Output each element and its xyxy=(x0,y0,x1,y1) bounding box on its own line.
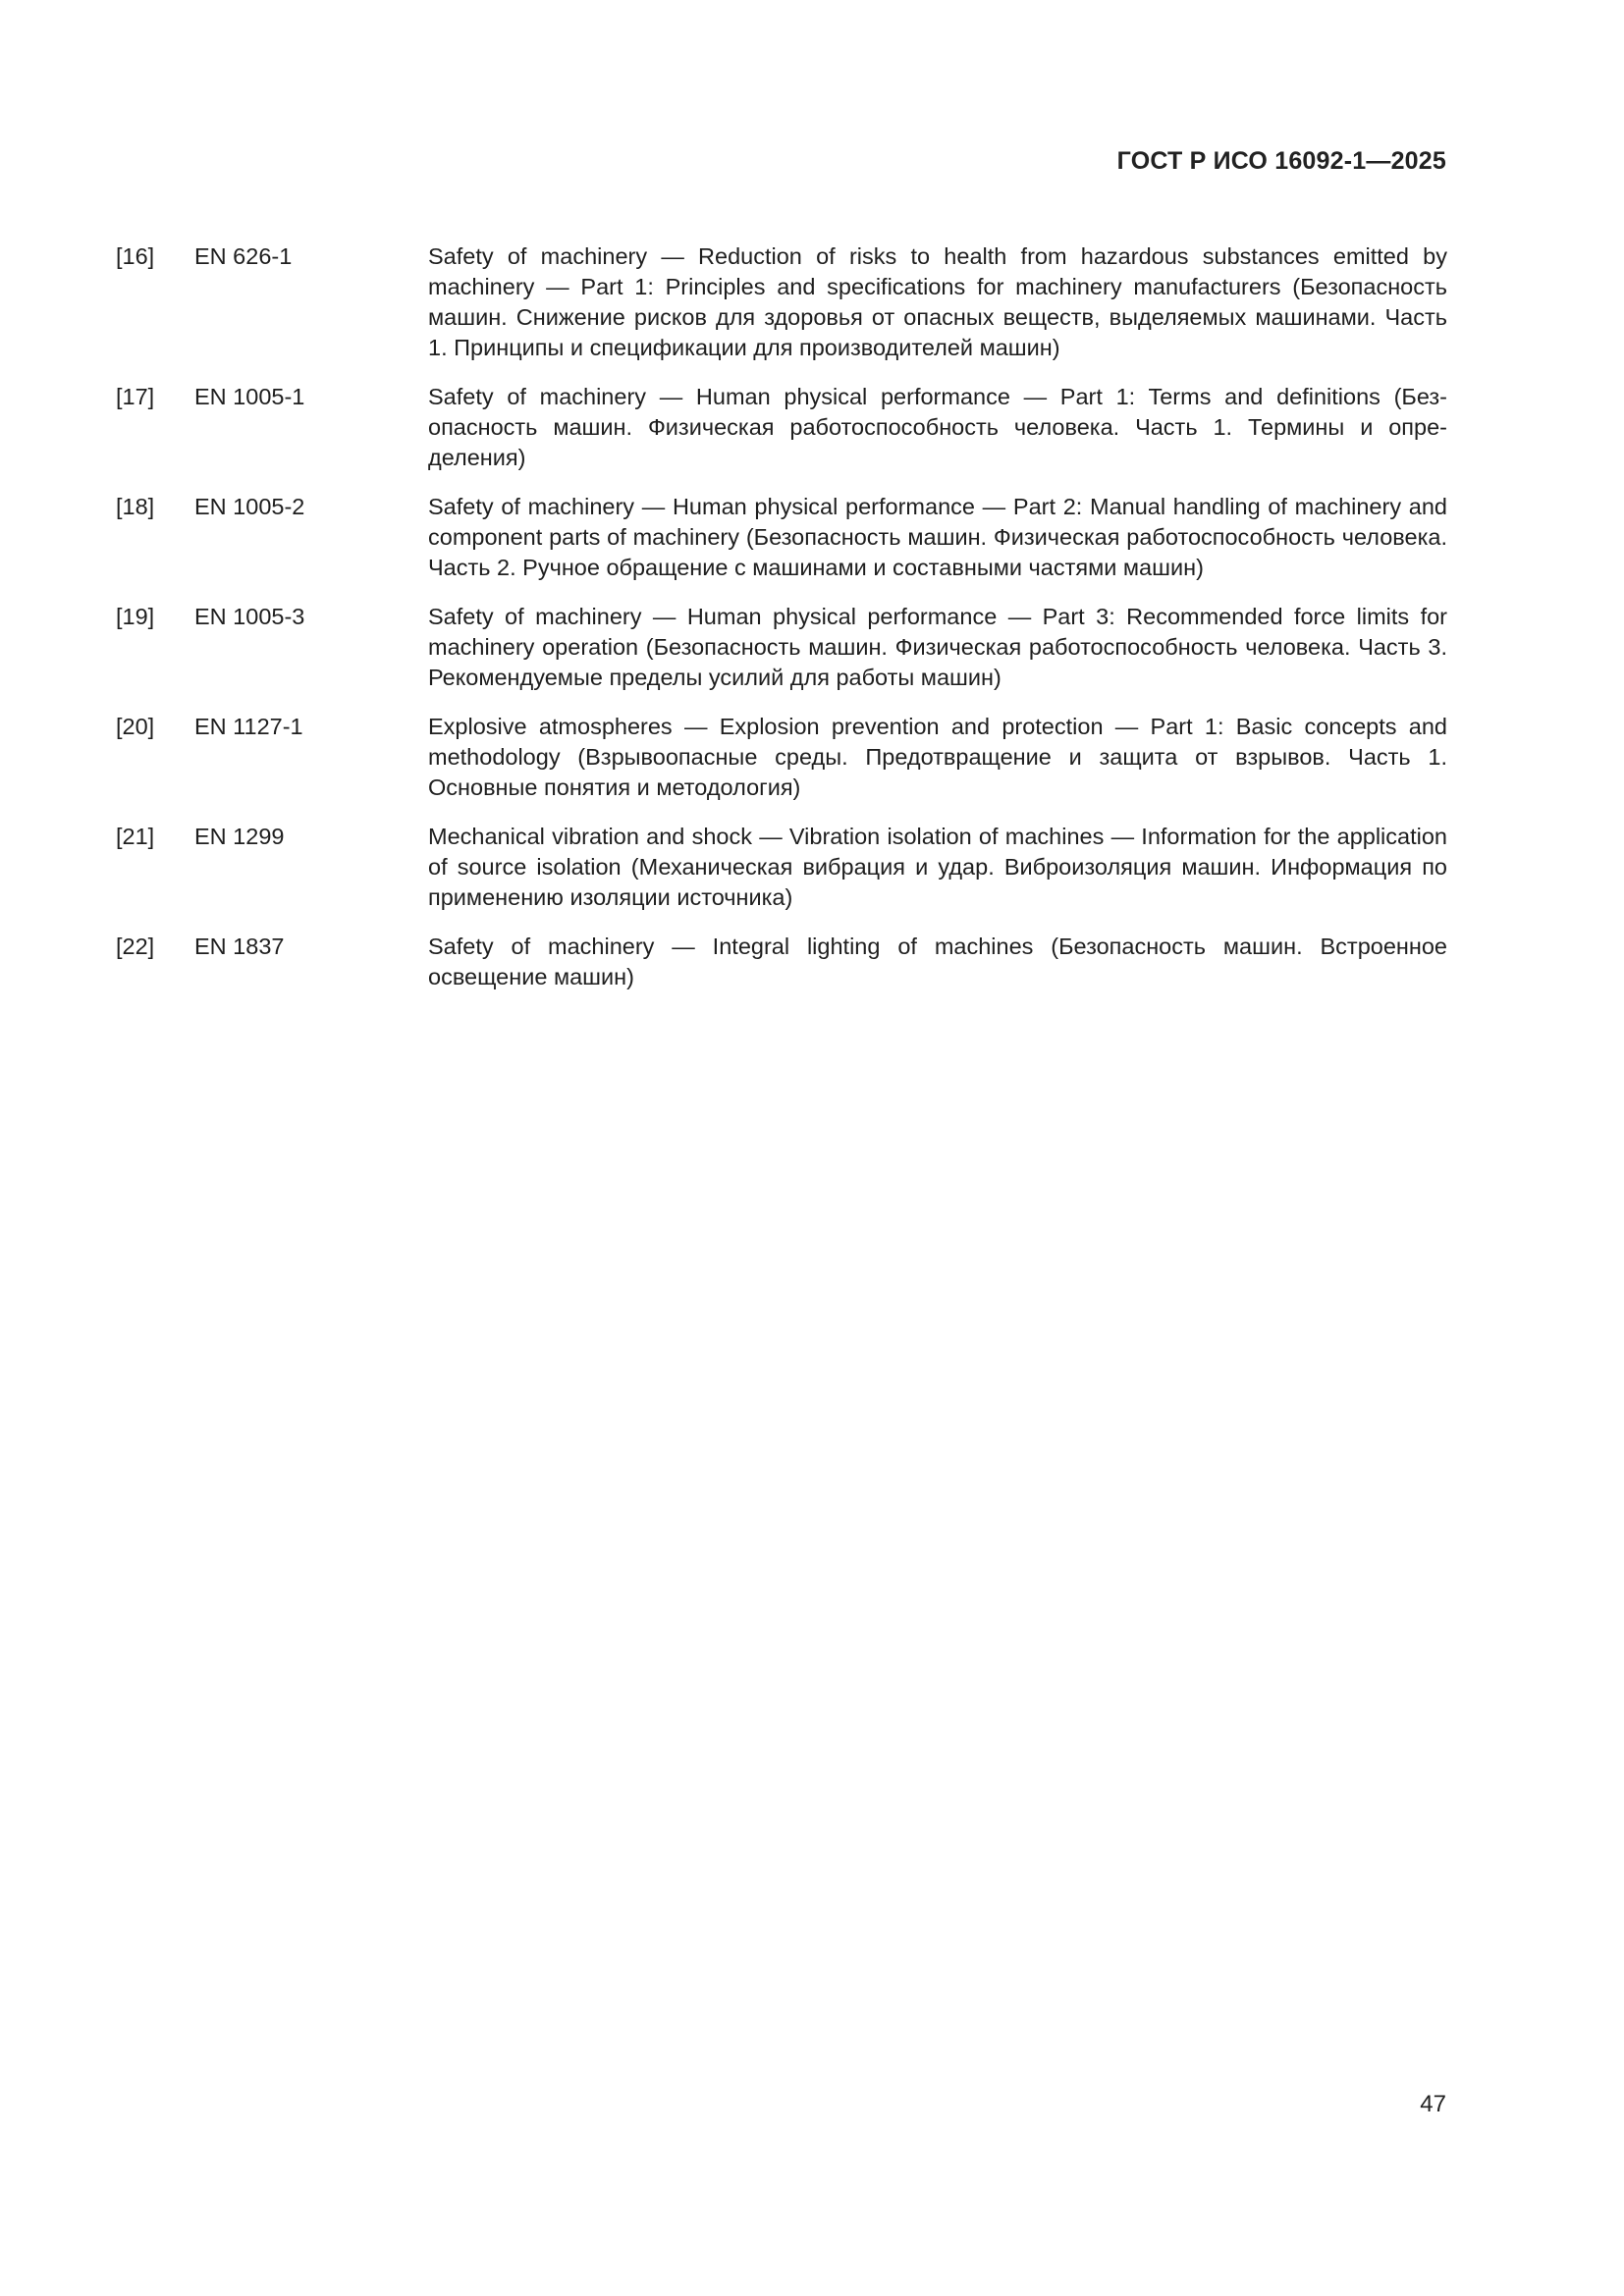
page-number: 47 xyxy=(1420,2091,1446,2117)
reference-number: [21] xyxy=(116,824,155,849)
reference-standard-code: EN 1837 xyxy=(194,934,285,959)
bibliography-list xyxy=(116,241,1447,1011)
reference-standard-code: EN 1127-1 xyxy=(194,714,303,739)
reference-standard-code: EN 626-1 xyxy=(194,243,293,269)
reference-title: Safety of machinery — Human physical performance — Part 2: Manual handling of machinery and component parts of machinery (Безопасность машин. Физическая работоспособность человека. Часть 2. Ручное обращение с машинами и составными частями машин) xyxy=(428,494,1447,580)
reference-standard-code: EN 1299 xyxy=(194,824,285,849)
reference-number: [17] xyxy=(116,384,155,409)
reference-number: [18] xyxy=(116,494,155,519)
reference-standard-code: EN 1005-3 xyxy=(194,604,305,629)
reference-entry xyxy=(116,822,1447,913)
reference-standard-code: EN 1005-1 xyxy=(194,384,305,409)
reference-number: [20] xyxy=(116,714,155,739)
reference-title: Safety of machinery — Reduction of risks to health from hazardous substances emitted by machinery — Part 1: Principles and specifications for machinery manufacturers (Безопасность машин. Снижение рисков для здоровья от опасных веществ, выделяемых машинами. Часть 1. Принципы и спецификации для производителей машин) xyxy=(428,243,1447,360)
reference-title: Explosive atmospheres — Explosion prevention and protection — Part 1: Basic concepts and methodology (Взрывоопасные среды. Предотвращение и защита от взрывов. Часть 1. Основные понятия и методология) xyxy=(428,714,1447,800)
reference-entry xyxy=(116,492,1447,583)
reference-number: [16] xyxy=(116,243,155,269)
reference-title: Safety of machinery — Human physical performance — Part 1: Terms and definitions (Безопасность машин. Физическая работоспособность человека. Часть 1. Термины и определения) xyxy=(428,384,1447,470)
reference-entry xyxy=(116,382,1447,473)
reference-entry xyxy=(116,241,1447,363)
reference-title: Safety of machinery — Human physical performance — Part 3: Recommended force limits for machinery operation (Безопасность машин. Физическая работоспособность человека. Часть 3. Рекомендуемые пределы усилий для работы машин) xyxy=(428,604,1447,690)
document-code-header: ГОСТ Р ИСО 16092-1—2025 xyxy=(1116,147,1446,175)
reference-number: [22] xyxy=(116,934,155,959)
reference-entry xyxy=(116,932,1447,992)
reference-number: [19] xyxy=(116,604,155,629)
reference-entry xyxy=(116,712,1447,803)
reference-entry xyxy=(116,602,1447,693)
reference-standard-code: EN 1005-2 xyxy=(194,494,305,519)
reference-title: Mechanical vibration and shock — Vibration isolation of machines — Information for the application of source isolation (Механическая вибрация и удар. Виброизоляция машин. Информация по применению изоляции источника) xyxy=(428,824,1447,910)
reference-title: Safety of machinery — Integral lighting of machines (Безопасность машин. Встроенное освещение машин) xyxy=(428,934,1447,989)
